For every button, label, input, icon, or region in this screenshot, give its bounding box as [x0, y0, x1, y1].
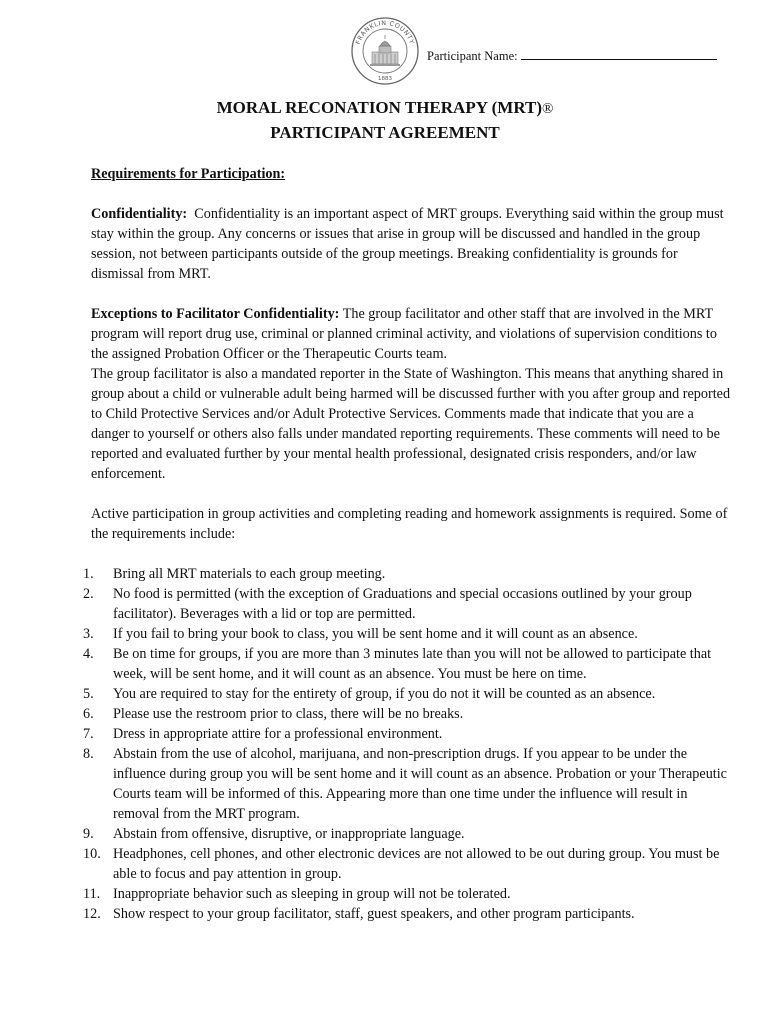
list-item: 8. Abstain from the use of alcohol, marijuana, and non-prescription drugs. If you appear to be under the influence during group you will be sent home and it will count as an absence. Probation or your Therapeutic Courts team will be informed of this. Appearing more than one time under the influence will result in removal from the MRT program. — [83, 746, 727, 822]
exceptions-paragraph — [91, 304, 731, 364]
list-item: 4. Be on time for groups, if you are more than 3 minutes late than you will not be allowed to participate that week, will be sent home, and it will count as an absence. You must be here on time. — [83, 646, 712, 682]
list-item: 9. Abstain from offensive, disruptive, or inappropriate language. — [83, 826, 465, 842]
seal-top-text: FRANKLIN COUNTY — [354, 19, 416, 46]
participant-name-label: Participant Name: — [427, 49, 518, 63]
title-line-2: PARTICIPANT AGREEMENT — [270, 123, 500, 142]
confidentiality-text: Confidentiality is an important aspect of MRT groups. Everything said within the group must stay within the group. Any concerns or issues that arise in group will be discussed and handled in the group session, not between participants outside of the group meetings. Breaking confidentiality is grounds for dismissal from MRT. — [91, 206, 724, 282]
list-item: 6. Please use the restroom prior to class, there will be no breaks. — [83, 706, 464, 722]
requirements-list — [83, 564, 731, 924]
list-item: 2. No food is permitted (with the exception of Graduations and special occasions outlined by your group facilitator). Beverages with a lid or top are permitted. — [83, 586, 692, 622]
list-item: 7. Dress in appropriate attire for a professional environment. — [83, 726, 443, 742]
active-participation-paragraph: Active participation in group activities and completing reading and homework assignments is required. Some of the requirements include: — [91, 506, 728, 542]
exceptions-text: The group facilitator and other staff that are involved in the MRT program will report drug use, criminal or planned criminal activity, and violations of supervision conditions to the assigned Probation Officer or the Therapeutic Courts team. — [91, 306, 717, 362]
list-item: 3. If you fail to bring your book to class, you will be sent home and it will count as an absence. — [83, 626, 638, 642]
registered-mark: ® — [542, 101, 554, 117]
list-item: 11. Inappropriate behavior such as sleeping in group will not be tolerated. — [83, 886, 511, 902]
requirements-heading: Requirements for Participation: — [91, 166, 286, 182]
courthouse-seal-icon — [350, 16, 420, 86]
list-item: 1. Bring all MRT materials to each group meeting. — [83, 566, 386, 582]
county-seal — [350, 16, 420, 86]
title-line-1: MORAL RECONATION THERAPY (MRT)® — [216, 98, 554, 117]
participant-name-field — [427, 48, 717, 64]
list-item: 10. Headphones, cell phones, and other electronic devices are not allowed to be out during group. You must be able to focus and pay attention in group. — [83, 846, 720, 882]
list-item: 5. You are required to stay for the entirety of group, if you do not it will be counted as an absence. — [83, 686, 656, 702]
document-body — [83, 164, 731, 924]
document-title — [0, 96, 770, 144]
mandated-reporter-paragraph: The group facilitator is also a mandated reporter in the State of Washington. This means that anything shared in group about a child or vulnerable adult being harmed will be discussed further with you after group and reported to Child Protective Services and/or Adult Protective Services. Comments made that indicate that you are a danger to yourself or others also falls under mandated reporting requirements. These comments will need to be reported and evaluated further by your mental health professional, designated crisis responders, and/or law enforcement. — [91, 366, 731, 482]
participant-name-blank[interactable] — [521, 48, 717, 60]
list-item: 12. Show respect to your group facilitator, staff, guest speakers, and other program participants. — [83, 906, 635, 922]
confidentiality-label: Confidentiality: — [91, 206, 188, 222]
confidentiality-paragraph — [91, 204, 731, 284]
seal-year: 1883 — [378, 76, 392, 82]
exceptions-label: Exceptions to Facilitator Confidentiality: — [91, 306, 340, 322]
